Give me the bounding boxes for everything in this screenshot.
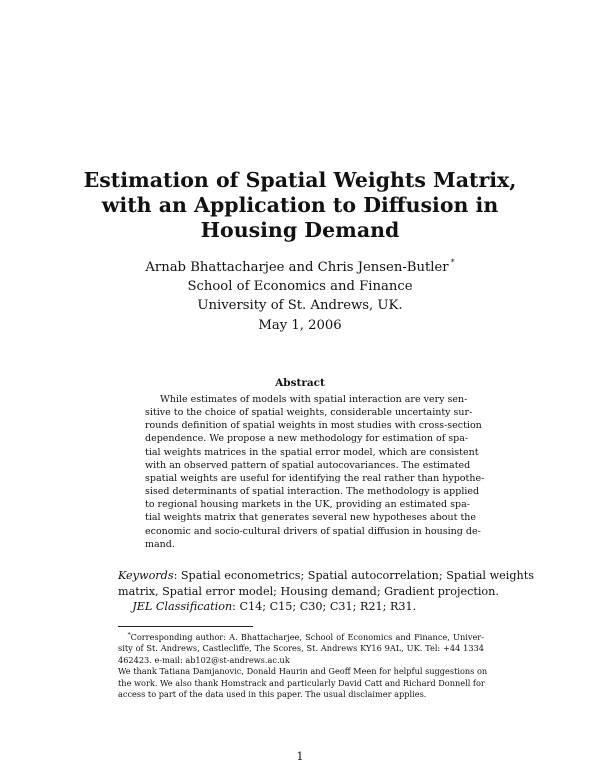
abstract-line: spatial weights are useful for identifying the real rather than hypothe-	[145, 472, 485, 484]
abstract-line: While estimates of models with spatial interaction are very sen-	[160, 394, 468, 405]
author-names-line	[80, 253, 520, 277]
keywords-block	[118, 568, 534, 615]
author-block	[80, 253, 520, 315]
footnote-mark: *	[127, 632, 131, 639]
footnote-text: Corresponding author: A. Bhattacharjee, School of Economics and Finance, Univer-	[130, 632, 484, 642]
title-line: Estimation of Spatial Weights Matrix,	[83, 168, 517, 192]
abstract-heading: Abstract	[275, 377, 325, 389]
affiliation-line: University of St. Andrews, UK.	[197, 298, 403, 313]
footnote-line: the work. We also thank Homstrack and particularly David Catt and Richard Donnell for	[118, 677, 485, 688]
footnotes-block	[118, 630, 488, 700]
abstract-line: mand.	[145, 538, 175, 550]
jel-codes: C14; C15; C30; C31; R21; R31.	[239, 600, 417, 613]
author-footnote-mark: *	[450, 258, 455, 267]
keywords-line: Keywords: Spatial econometrics; Spatial autocorrelation; Spatial weights	[118, 569, 534, 582]
affiliation-line: School of Economics and Finance	[187, 279, 413, 294]
jel-label: JEL Classification	[132, 600, 233, 613]
keywords-line: matrix, Spatial error model; Housing demand; Gradient projection.	[118, 584, 499, 598]
footnote-line: access to part of the data used in this paper. The usual disclaimer applies.	[118, 689, 427, 700]
jel-line: JEL Classification: C14; C15; C30; C31; R21; R31.	[132, 600, 417, 613]
abstract-body	[145, 393, 485, 551]
abstract-line: dependence. We propose a new methodology for estimation of spa-	[145, 433, 469, 445]
abstract-line: rounds definition of spatial weights in most studies with cross-section	[145, 420, 482, 432]
footnote-line	[118, 630, 484, 643]
abstract-line: with an observed pattern of spatial autocovariances. The estimated	[145, 459, 471, 471]
abstract-line: to regional housing markets in the UK, providing an estimated spa-	[145, 499, 470, 511]
page-number: 1	[296, 750, 304, 763]
abstract-line: tial weights matrix that generates several new hypotheses about the	[145, 512, 477, 524]
author-names: Arnab Bhattacharjee and Chris Jensen-Butler	[145, 260, 449, 275]
footnote-rule	[118, 626, 253, 627]
abstract-line: sitive to the choice of spatial weights, considerable uncertainty sur-	[145, 407, 473, 419]
abstract-line: tial weights matrices in the spatial error model, which are consistent	[145, 446, 479, 458]
keywords-text-1: Spatial econometrics; Spatial autocorrelation; Spatial weights	[180, 569, 534, 582]
footnote-line: 462423. e-mail: ab102@st-andrews.ac.uk	[118, 654, 290, 665]
footnote-line: sity of St. Andrews, Castlecliffe, The Scores, St. Andrews KY16 9AL, UK. Tel: +44 1334	[118, 643, 484, 654]
abstract-line: economic and socio-cultural drivers of spatial diffusion in housing de-	[145, 525, 481, 537]
paper-title	[60, 168, 540, 243]
title-line: with an Application to Diffusion in	[101, 193, 499, 217]
title-line: Housing Demand	[200, 218, 400, 242]
footnote-line: We thank Tatiana Damjanovic, Donald Haurin and Geoff Meen for helpful suggestions on	[118, 666, 488, 677]
paper-date: May 1, 2006	[258, 318, 342, 333]
keywords-label: Keywords	[118, 569, 174, 582]
abstract-line: sised determinants of spatial interaction. The methodology is applied	[145, 486, 480, 498]
